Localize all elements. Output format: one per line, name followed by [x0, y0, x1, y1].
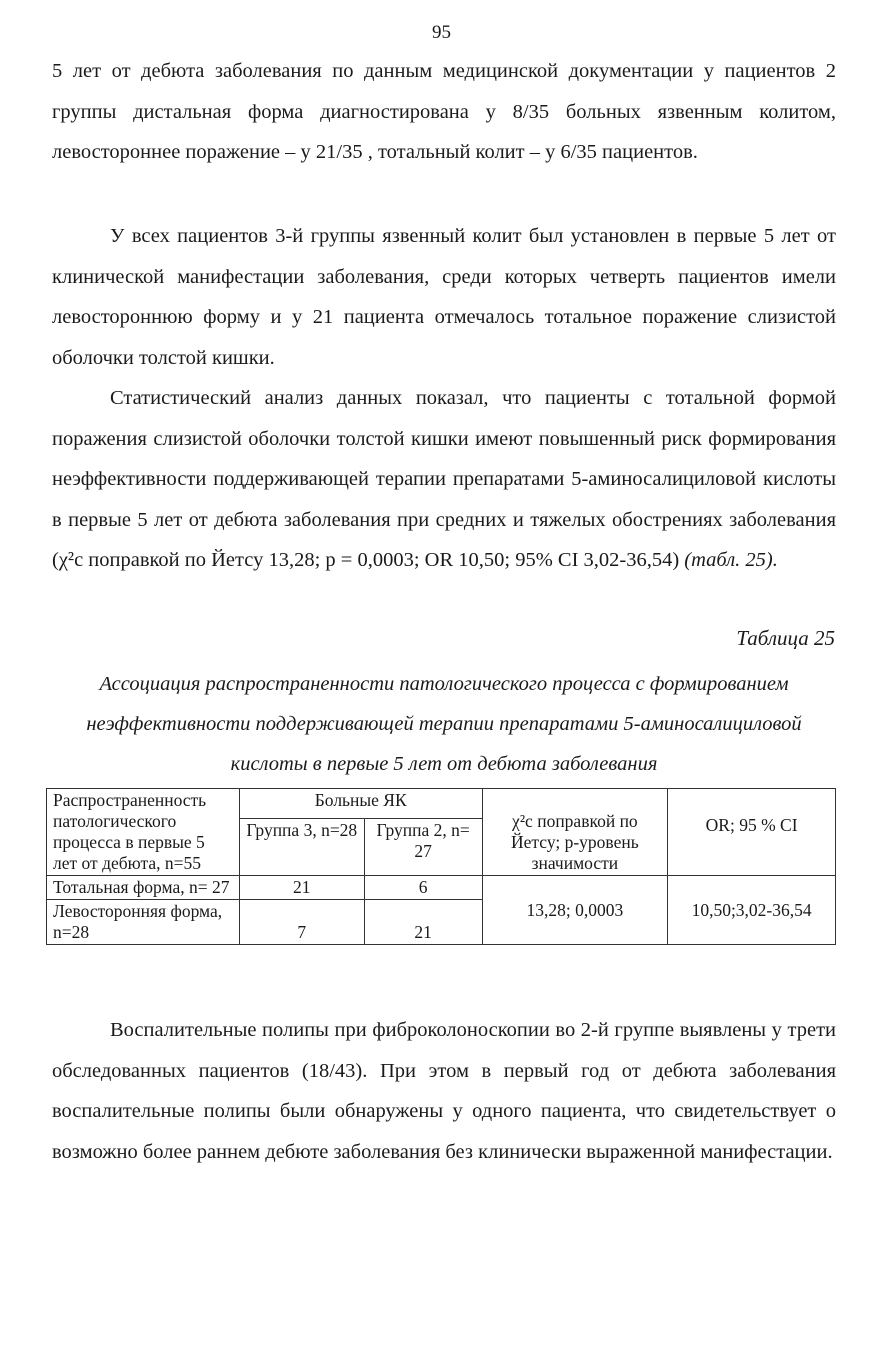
header-patients-cell: Больные ЯК [239, 789, 482, 819]
header-spread-cell: Распространенность патологического процесса в первые 5 лет от дебюта, n=55 [47, 789, 240, 876]
header-group2-cell: Группа 2, n= 27 [364, 819, 482, 876]
paragraph-3 [52, 378, 836, 581]
header-chi-cell: χ²с поправкой по Йетсу; р-уровень значимости [482, 789, 668, 876]
data-table [46, 788, 836, 945]
row-label-cell: Тотальная форма, n= 27 [47, 876, 240, 900]
table-title: Ассоциация распространенности патологического процесса с формированием неэффективности поддерживающей терапии препаратами 5-аминосалициловой кислоты в первые 5 лет от дебюта заболевания [86, 673, 802, 775]
chi-value-cell: 13,28; 0,0003 [482, 876, 668, 945]
page-number: 95 [432, 22, 451, 43]
header-group3-cell: Группа 3, n=28 [239, 819, 364, 876]
paragraph-1: 5 лет от дебюта заболевания по данным медицинской документации у пациентов 2 группы дистальная форма диагностирована у 8/35 больных язвенным колитом, левостороннее поражение – у 21/35 , тотальный колит – у 6/35 пациентов. [52, 60, 836, 163]
or-value-cell: 10,50;3,02-36,54 [668, 876, 836, 945]
table-label: Таблица 25 [736, 626, 835, 650]
header-or-cell: OR; 95 % CI [668, 789, 836, 876]
table-row [47, 876, 836, 900]
row-group3-cell: 7 [239, 900, 364, 945]
row-group2-cell: 6 [364, 876, 482, 900]
paragraph-4: Воспалительные полипы при фиброколоноскопии во 2-й группе выявлены у трети обследованных пациентов (18/43). При этом в первый год от дебюта заболевания воспалительные полипы были обнаружены у одного пациента, что свидетельствует о возможно более раннем дебюте заболевания без клинически выраженной манифестации. [52, 1019, 836, 1163]
row-group3-cell: 21 [239, 876, 364, 900]
row-label-cell: Левосторонняя форма, n=28 [47, 900, 240, 945]
row-group2-cell: 21 [364, 900, 482, 945]
paragraph-3-text: Статистический анализ данных показал, что пациенты с тотальной формой поражения слизистой оболочки толстой кишки имеют повышенный риск формирования неэффективности поддерживающей терапии препаратами 5-аминосалициловой кислоты в первые 5 лет от дебюта заболевания при средних и тяжелых обострениях заболевания (χ²с поправкой по Йетсу 13,28; р = 0,0003; OR 10,50; 95% CI 3,02-36,54) [52, 387, 836, 571]
table-header-row [47, 789, 836, 819]
table-reference: (табл. 25). [684, 549, 778, 571]
paragraph-2: У всех пациентов 3-й группы язвенный колит был установлен в первые 5 лет от клинической манифестации заболевания, среди которых четверть пациентов имели левостороннюю форму и у 21 пациента отмечалось тотальное поражение слизистой оболочки толстой кишки. [52, 225, 836, 369]
